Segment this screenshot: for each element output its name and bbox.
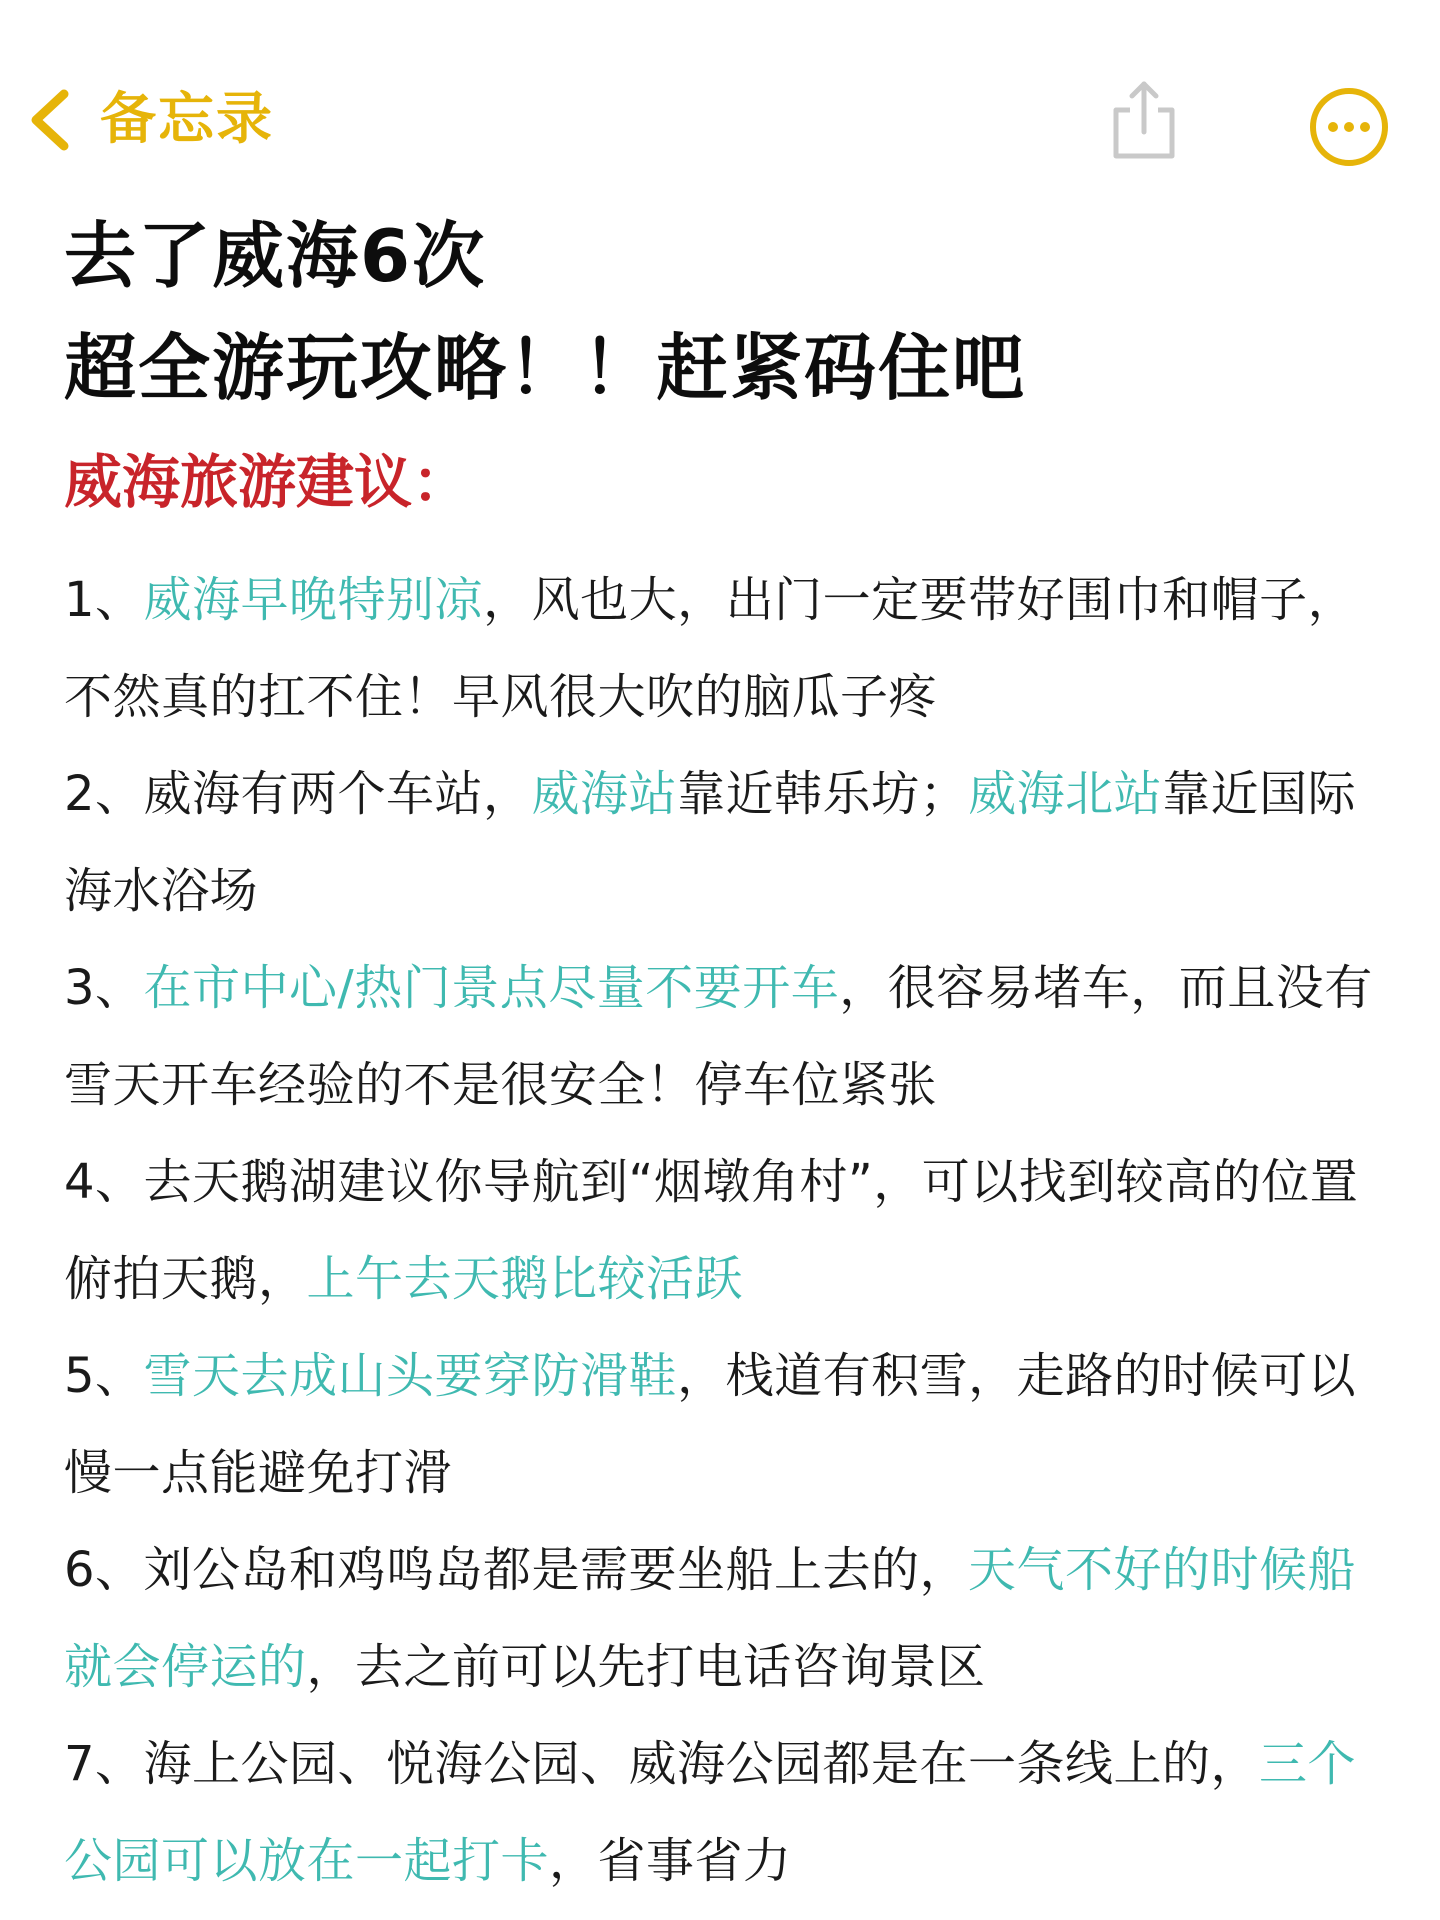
note-body[interactable] [64, 200, 1394, 1910]
tip-text: ，很容易堵车，而且没有雪天开车经验的不是很安全！停车位紧张 [64, 960, 1373, 1113]
section-heading: 威海旅游建议： [64, 448, 471, 516]
share-button[interactable] [1108, 80, 1180, 160]
tip-text: 3、 [64, 960, 144, 1016]
tips-list [64, 552, 1394, 1910]
tip-highlight: 威海早晚特别凉 [143, 572, 484, 628]
tip-highlight: 三个公园可以放在一起打卡 [64, 1736, 1357, 1889]
tip-item [64, 1522, 1394, 1716]
tip-text: ，栈道有积雪，走路的时候可以慢一点能避免打滑 [64, 1348, 1357, 1501]
tip-text: 7、海上公园、悦海公园、威海公园都是在一条线上的， [64, 1736, 1260, 1792]
tip-item [64, 940, 1394, 1134]
more-button[interactable] [1308, 86, 1390, 168]
tip-text: 6、刘公岛和鸡鸣岛都是需要坐船上去的， [64, 1542, 969, 1598]
back-button[interactable] [26, 84, 274, 156]
tip-highlight: 天气不好的时候船就会停运的 [64, 1542, 1357, 1695]
tip-text: 4、去天鹅湖建议你导航到“烟墩角村”，可以找到较高的位置俯拍天鹅， [64, 1154, 1359, 1307]
tip-text: ，风也大，出门一定要带好围巾和帽子，不然真的扛不住！早风很大吹的脑瓜子疼 [64, 572, 1357, 725]
tip-text: 1、 [64, 572, 144, 628]
note-title-line-1: 去了威海6次 [64, 214, 487, 298]
tip-text: ，省事省力 [549, 1833, 792, 1889]
note-title-line-2: 超全游玩攻略！！赶紧码住吧 [64, 326, 1027, 410]
tip-text: 2、威海有两个车站， [64, 766, 532, 822]
tip-highlight: 在市中心/热门景点尽量不要开车 [143, 960, 840, 1016]
tip-item [64, 1716, 1394, 1910]
tip-item [64, 1328, 1394, 1522]
tip-text: 5、 [64, 1348, 144, 1404]
tip-item [64, 746, 1394, 940]
tip-text: 靠近国际海水浴场 [64, 766, 1357, 919]
chevron-left-icon [26, 88, 70, 152]
tip-highlight: 威海站 [531, 766, 678, 822]
tip-item [64, 1134, 1394, 1328]
tip-highlight: 威海北站 [968, 766, 1163, 822]
tip-highlight: 雪天去成山头要穿防滑鞋 [143, 1348, 678, 1404]
tip-highlight: 上午去天鹅比较活跃 [306, 1251, 744, 1307]
more-ellipsis-icon [1308, 153, 1390, 172]
tip-text: ，去之前可以先打电话咨询景区 [306, 1639, 986, 1695]
tip-text: 靠近韩乐坊； [677, 766, 969, 822]
back-label: 备忘录 [100, 87, 274, 152]
share-icon [1108, 145, 1180, 164]
tip-item [64, 552, 1394, 746]
note-toolbar [0, 0, 1440, 180]
